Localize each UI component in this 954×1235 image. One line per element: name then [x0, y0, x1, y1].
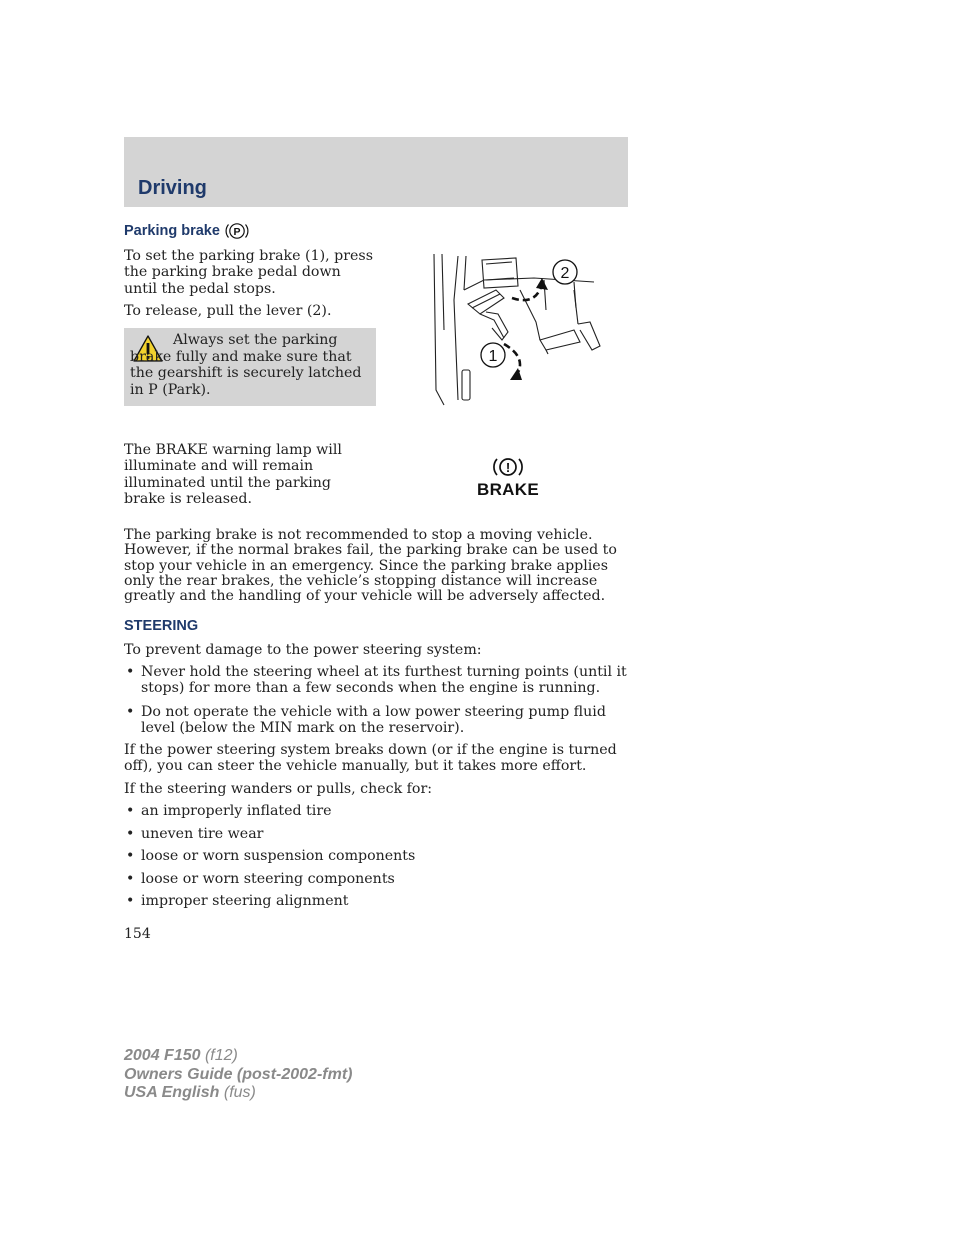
list-item: • improper steering alignment — [124, 893, 629, 909]
parking-brake-heading — [124, 221, 250, 241]
footer-guide: Owners Guide (post-2002-fmt) — [124, 1065, 353, 1083]
parking-brake-release-instructions: To release, pull the lever (2). — [124, 303, 332, 319]
list-item: • loose or worn steering components — [124, 871, 629, 887]
list-item: • uneven tire wear — [124, 826, 629, 842]
steering-check-list — [124, 803, 629, 910]
parking-brake-set-instructions: To set the parking brake (1), press the parking brake pedal down until the pedal stops. — [124, 248, 373, 297]
footer-language: USA English — [124, 1084, 220, 1101]
steering-check-intro: If the steering wanders or pulls, check for: — [124, 781, 433, 797]
steering-heading: STEERING — [124, 618, 199, 634]
footer-model-code: (f12) — [200, 1047, 238, 1064]
brake-warning-symbol: ! — [505, 460, 511, 475]
parking-brake-caution-paragraph: The parking brake is not recommended to stop a moving vehicle. However, if the normal brakes fail, the parking brake can be used to stop your vehicle in an emergency. Since the parking brake applies only the rear brakes, the vehicle’s stopping distance will increase greatly and the handling of your vehicle will be adversely affected. — [124, 527, 617, 605]
brake-warning-lamp — [466, 456, 550, 500]
parking-brake-icon-letter: P — [233, 226, 241, 238]
list-item: • Never hold the steering wheel at its furthest turning points (until it stops) for more than a few seconds when the engine is running. — [124, 664, 629, 697]
footer-model: 2004 F150 — [124, 1047, 201, 1064]
section-header-band — [124, 137, 628, 207]
page-number: 154 — [124, 926, 151, 942]
steering-warnings-list — [124, 664, 629, 736]
list-item: • Do not operate the vehicle with a low power steering pump fluid level (below the MIN mark on the reservoir). — [124, 704, 629, 737]
warning-box — [124, 328, 376, 406]
steering-intro: To prevent damage to the power steering system: — [124, 642, 482, 658]
brake-warning-icon — [491, 456, 525, 478]
callout-1: 1 — [488, 348, 498, 365]
document-footer — [124, 1047, 352, 1103]
brake-lamp-description: The BRAKE warning lamp will illuminate and will remain illuminated until the parking brake is released. — [124, 442, 342, 507]
list-item: • an improperly inflated tire — [124, 803, 629, 819]
footer-language-code: (fus) — [219, 1084, 256, 1101]
callout-2: 2 — [560, 265, 570, 282]
parking-brake-icon — [224, 221, 250, 241]
list-item: • loose or worn suspension components — [124, 848, 629, 864]
warning-text: Always set the parking brake fully and make sure that the gearshift is securely latched in P (Park). — [130, 332, 362, 398]
parking-brake-heading-text: Parking brake — [124, 223, 220, 239]
section-title: Driving — [138, 177, 207, 199]
steering-breakdown-paragraph: If the power steering system breaks down (or if the engine is turned off), you can steer the vehicle manually, but it takes more effort. — [124, 742, 617, 775]
parking-brake-illustration — [424, 250, 610, 410]
brake-lamp-label: BRAKE — [477, 480, 539, 499]
